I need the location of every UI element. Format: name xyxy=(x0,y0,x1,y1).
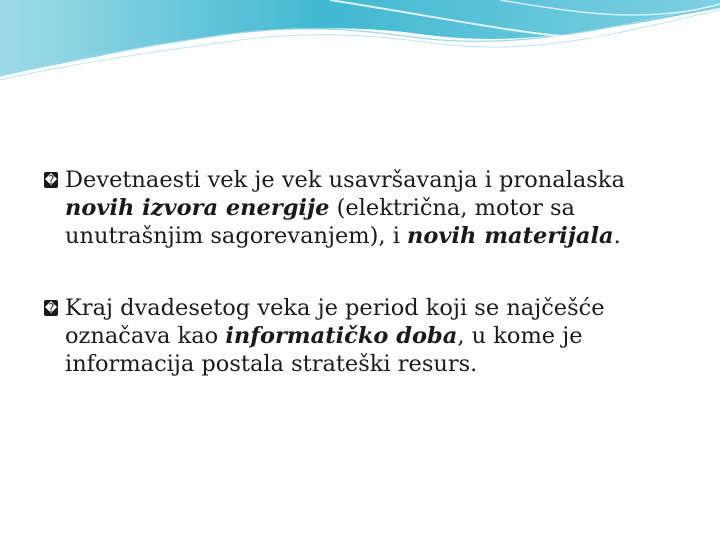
para1-line1: Devetnaesti vek je vek usavršavanja i pronalaska xyxy=(65,167,625,193)
wave-header-decoration xyxy=(0,0,720,90)
bullet-icon: � xyxy=(44,301,58,315)
para1-line3-start: unutrašnjim sagorevanjem), i xyxy=(65,223,408,249)
para1-emphasis-energy: novih izvora energije xyxy=(65,195,330,221)
slide-body xyxy=(44,166,664,378)
para2-line2-end: , u kome je xyxy=(457,323,583,349)
para2-emphasis-info-age: informatičko doba xyxy=(225,323,458,349)
para1-line3-end: . xyxy=(613,223,621,249)
bullet-paragraph-2 xyxy=(44,294,664,378)
para2-line3: informacija postala strateški resurs. xyxy=(65,351,478,377)
bullet-icon: � xyxy=(44,173,58,187)
para2-line2-start: označava kao xyxy=(65,323,226,349)
para2-line1: Kraj dvadesetog veka je period koji se najčešće xyxy=(65,295,605,321)
wave-fill xyxy=(0,0,720,76)
para1-emphasis-materials: novih materijala xyxy=(407,223,614,249)
bullet-paragraph-1 xyxy=(44,166,664,250)
para1-line2-rest: (električna, motor sa xyxy=(329,195,575,221)
